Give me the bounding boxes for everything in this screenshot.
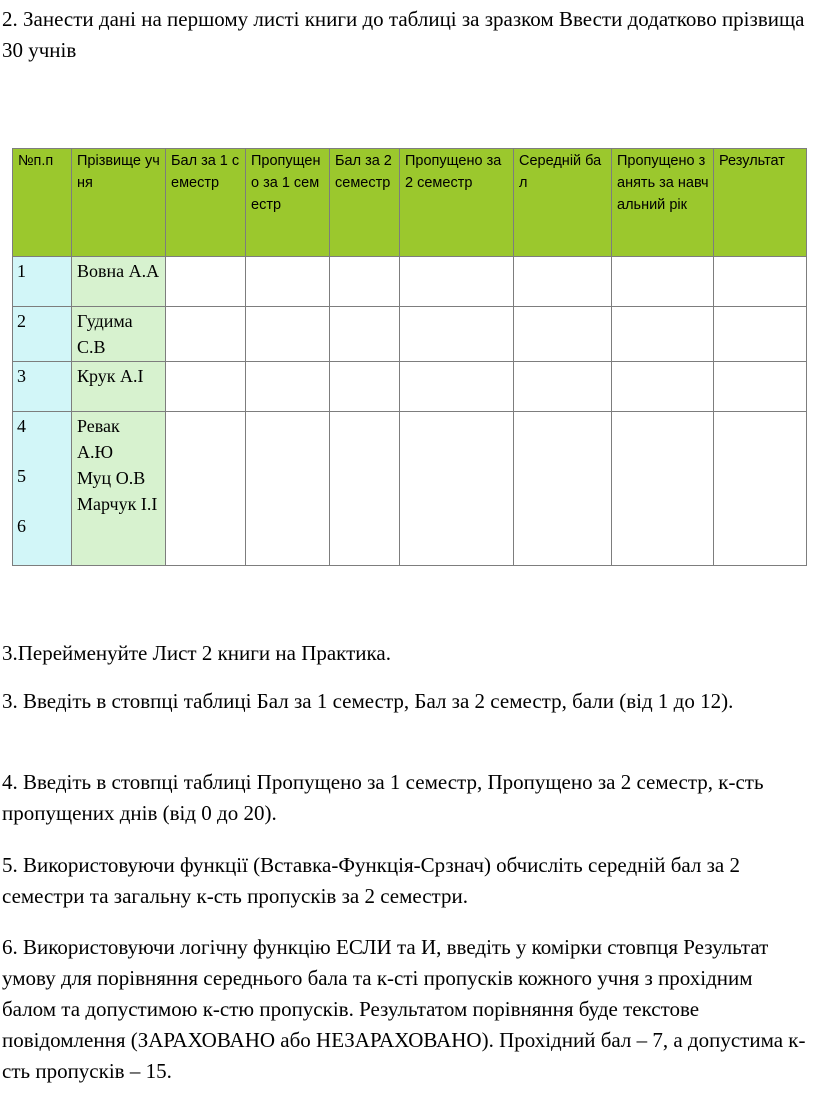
row-number: 4 [17,416,26,436]
empty-cell [330,362,400,412]
row-number: 1 [13,257,72,307]
header-cell-surname: Прізвище учня [72,149,166,257]
empty-cell [514,307,612,362]
empty-cell [612,362,714,412]
empty-cell [330,412,400,566]
task-average-function: 5. Використовуючи функції (Вставка-Функція-Срзнач) обчисліть середній бал за 2 семестри та загальну к-сть пропусків за 2 семестри. [2,853,740,908]
empty-cell [714,257,807,307]
empty-cell [400,257,514,307]
table-row [13,362,807,412]
empty-cell [514,362,612,412]
empty-cell [166,257,246,307]
header-cell-score-sem1: Бал за 1 семестр [166,149,246,257]
row-number: 3 [13,362,72,412]
empty-cell [166,362,246,412]
task-rename-sheet: 3.Перейменуйте Лист 2 книги на Практика. [2,641,391,665]
header-cell-missed-sem1: Пропущено за 1 семестр [246,149,330,257]
empty-cell [714,362,807,412]
empty-cell [612,307,714,362]
empty-cell [714,307,807,362]
header-cell-missed-sem2: Пропущено за 2 семестр [400,149,514,257]
header-cell-number: №п.п [13,149,72,257]
task-enter-absences: 4. Введіть в стовпці таблиці Пропущено за 1 семестр, Пропущено за 2 семестр, к-сть пропущених днів (від 0 до 20). [2,770,764,825]
empty-cell [612,412,714,566]
empty-cell [166,307,246,362]
empty-cell [330,257,400,307]
student-name: Вовна А.А [72,257,166,307]
table-row [13,257,807,307]
row-number: 6 [17,516,26,536]
student-name: Ревак А.Ю [77,416,120,462]
empty-cell [400,307,514,362]
empty-cell [246,362,330,412]
row-number: 5 [17,466,26,486]
student-name: Крук А.І [72,362,166,412]
empty-cell [714,412,807,566]
row-number: 2 [13,307,72,362]
header-cell-score-sem2: Бал за 2 семестр [330,149,400,257]
header-row [13,149,807,257]
student-name: Гудима С.В [72,307,166,362]
empty-cell [612,257,714,307]
empty-cell [514,257,612,307]
empty-cell [246,257,330,307]
student-name-group [72,412,166,566]
empty-cell [400,412,514,566]
header-cell-average: Середній бал [514,149,612,257]
intro-paragraph: 2. Занести дані на першому листі книги до таблиці за зразком Ввести додатково прізвища 30 учнів [2,7,805,62]
header-cell-missed-year: Пропущено занять за навчальний рік [612,149,714,257]
header-cell-result: Результат [714,149,807,257]
student-table [12,148,807,566]
table-row [13,307,807,362]
empty-cell [330,307,400,362]
student-name: Муц О.В [77,468,146,488]
empty-cell [514,412,612,566]
task-if-function: 6. Використовуючи логічну функцію ЕСЛИ та И, введіть у комірки стовпця Результат умову для порівняння середнього бала та к-сті пропусків кожного учня з прохідним балом та допустимою к-стю пропусків. Результатом порівняння буде текстове повідомлення (ЗАРАХОВАНО або НЕЗАРАХОВАНО). Прохідний бал – 7, а допустима к-сть пропусків – 15. [2,935,806,1083]
task-enter-scores: 3. Введіть в стовпці таблиці Бал за 1 семестр, Бал за 2 семестр, бали (від 1 до 12). [2,689,734,713]
student-name: Марчук І.І [77,494,158,514]
table-row [13,412,807,566]
student-table-image [12,148,807,566]
row-number-group [13,412,72,566]
empty-cell [246,307,330,362]
empty-cell [400,362,514,412]
empty-cell [166,412,246,566]
empty-cell [246,412,330,566]
